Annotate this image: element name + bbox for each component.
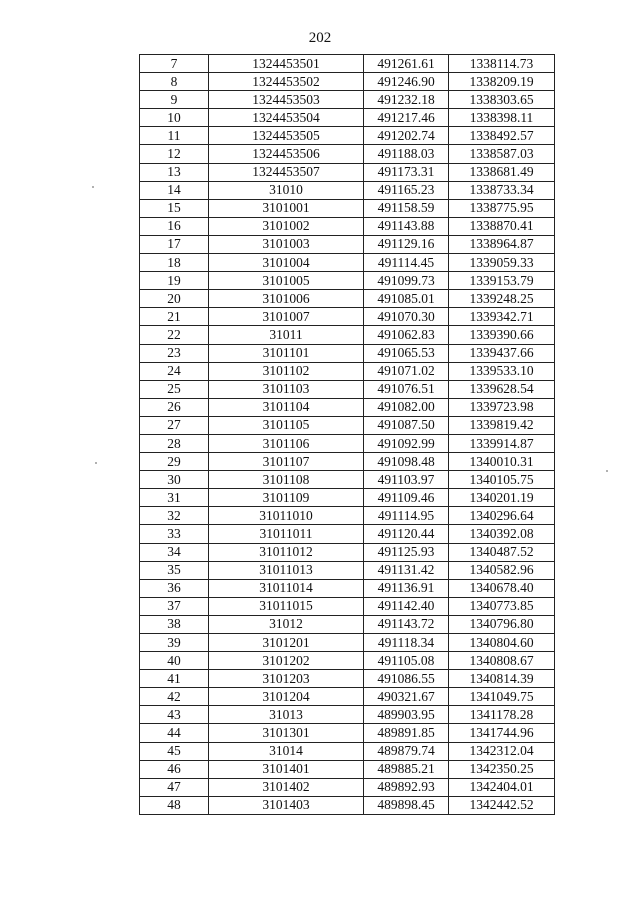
x-coordinate-cell: 491202.74: [364, 127, 449, 145]
table-row: [140, 634, 555, 652]
x-coordinate-cell: 491065.53: [364, 344, 449, 362]
row-number-cell: 42: [140, 688, 209, 706]
point-id-cell: 1324453507: [209, 163, 364, 181]
y-coordinate-cell: 1339248.25: [449, 290, 555, 308]
x-coordinate-cell: 491071.02: [364, 362, 449, 380]
point-id-cell: 3101103: [209, 380, 364, 398]
point-id-cell: 1324453504: [209, 109, 364, 127]
point-id-cell: 3101005: [209, 272, 364, 290]
row-number-cell: 37: [140, 597, 209, 615]
point-id-cell: 31011012: [209, 543, 364, 561]
table-row: [140, 688, 555, 706]
y-coordinate-cell: 1338492.57: [449, 127, 555, 145]
x-coordinate-cell: 489892.93: [364, 778, 449, 796]
point-id-cell: 3101401: [209, 760, 364, 778]
table-row: [140, 308, 555, 326]
point-id-cell: 3101007: [209, 308, 364, 326]
table-row: [140, 778, 555, 796]
x-coordinate-cell: 491082.00: [364, 398, 449, 416]
point-id-cell: 3101006: [209, 290, 364, 308]
point-id-cell: 3101202: [209, 652, 364, 670]
row-number-cell: 22: [140, 326, 209, 344]
x-coordinate-cell: 490321.67: [364, 688, 449, 706]
y-coordinate-cell: 1340773.85: [449, 597, 555, 615]
table-row: [140, 272, 555, 290]
table-row: [140, 73, 555, 91]
point-id-cell: 3101004: [209, 254, 364, 272]
point-id-cell: 1324453506: [209, 145, 364, 163]
x-coordinate-cell: 489885.21: [364, 760, 449, 778]
x-coordinate-cell: 491165.23: [364, 181, 449, 199]
point-id-cell: 31011015: [209, 597, 364, 615]
y-coordinate-cell: 1340808.67: [449, 652, 555, 670]
point-id-cell: 3101108: [209, 471, 364, 489]
point-id-cell: 1324453502: [209, 73, 364, 91]
y-coordinate-cell: 1339914.87: [449, 434, 555, 452]
y-coordinate-cell: 1339390.66: [449, 326, 555, 344]
table-row: [140, 615, 555, 633]
point-id-cell: 3101104: [209, 398, 364, 416]
point-id-cell: 3101105: [209, 416, 364, 434]
row-number-cell: 16: [140, 217, 209, 235]
point-id-cell: 3101203: [209, 670, 364, 688]
row-number-cell: 12: [140, 145, 209, 163]
row-number-cell: 10: [140, 109, 209, 127]
table-row: [140, 344, 555, 362]
y-coordinate-cell: 1338733.34: [449, 181, 555, 199]
y-coordinate-cell: 1340105.75: [449, 471, 555, 489]
y-coordinate-cell: 1338398.11: [449, 109, 555, 127]
x-coordinate-cell: 491114.95: [364, 507, 449, 525]
y-coordinate-cell: 1340796.80: [449, 615, 555, 633]
row-number-cell: 36: [140, 579, 209, 597]
x-coordinate-cell: 491092.99: [364, 434, 449, 452]
point-id-cell: 3101201: [209, 634, 364, 652]
x-coordinate-cell: 491085.01: [364, 290, 449, 308]
y-coordinate-cell: 1338114.73: [449, 55, 555, 73]
row-number-cell: 17: [140, 235, 209, 253]
table-row: [140, 416, 555, 434]
row-number-cell: 48: [140, 796, 209, 814]
y-coordinate-cell: 1340804.60: [449, 634, 555, 652]
y-coordinate-cell: 1338775.95: [449, 199, 555, 217]
y-coordinate-cell: 1338303.65: [449, 91, 555, 109]
row-number-cell: 39: [140, 634, 209, 652]
y-coordinate-cell: 1340010.31: [449, 453, 555, 471]
row-number-cell: 23: [140, 344, 209, 362]
point-id-cell: 3101101: [209, 344, 364, 362]
row-number-cell: 41: [140, 670, 209, 688]
y-coordinate-cell: 1339819.42: [449, 416, 555, 434]
x-coordinate-cell: 491129.16: [364, 235, 449, 253]
scan-speck: [92, 186, 94, 188]
row-number-cell: 31: [140, 489, 209, 507]
table-row: [140, 145, 555, 163]
point-id-cell: 1324453505: [209, 127, 364, 145]
row-number-cell: 8: [140, 73, 209, 91]
x-coordinate-cell: 491087.50: [364, 416, 449, 434]
point-id-cell: 3101102: [209, 362, 364, 380]
table-row: [140, 181, 555, 199]
x-coordinate-cell: 489891.85: [364, 724, 449, 742]
row-number-cell: 47: [140, 778, 209, 796]
x-coordinate-cell: 491118.34: [364, 634, 449, 652]
row-number-cell: 35: [140, 561, 209, 579]
scan-speck: [95, 462, 97, 464]
x-coordinate-cell: 491136.91: [364, 579, 449, 597]
row-number-cell: 30: [140, 471, 209, 489]
y-coordinate-cell: 1341049.75: [449, 688, 555, 706]
row-number-cell: 46: [140, 760, 209, 778]
point-id-cell: 31012: [209, 615, 364, 633]
x-coordinate-cell: 491076.51: [364, 380, 449, 398]
x-coordinate-cell: 491070.30: [364, 308, 449, 326]
x-coordinate-cell: 491188.03: [364, 145, 449, 163]
row-number-cell: 13: [140, 163, 209, 181]
coordinates-table-body: [140, 55, 555, 815]
row-number-cell: 27: [140, 416, 209, 434]
point-id-cell: 3101107: [209, 453, 364, 471]
point-id-cell: 31013: [209, 706, 364, 724]
table-row: [140, 670, 555, 688]
y-coordinate-cell: 1339628.54: [449, 380, 555, 398]
table-row: [140, 525, 555, 543]
point-id-cell: 31011014: [209, 579, 364, 597]
table-row: [140, 398, 555, 416]
point-id-cell: 3101001: [209, 199, 364, 217]
row-number-cell: 20: [140, 290, 209, 308]
y-coordinate-cell: 1341744.96: [449, 724, 555, 742]
x-coordinate-cell: 491261.61: [364, 55, 449, 73]
row-number-cell: 40: [140, 652, 209, 670]
point-id-cell: 31011011: [209, 525, 364, 543]
y-coordinate-cell: 1338870.41: [449, 217, 555, 235]
point-id-cell: 3101106: [209, 434, 364, 452]
table-row: [140, 742, 555, 760]
row-number-cell: 26: [140, 398, 209, 416]
y-coordinate-cell: 1342404.01: [449, 778, 555, 796]
y-coordinate-cell: 1342350.25: [449, 760, 555, 778]
table-row: [140, 109, 555, 127]
y-coordinate-cell: 1339059.33: [449, 254, 555, 272]
x-coordinate-cell: 491099.73: [364, 272, 449, 290]
table-row: [140, 471, 555, 489]
table-row: [140, 55, 555, 73]
row-number-cell: 34: [140, 543, 209, 561]
point-id-cell: 1324453503: [209, 91, 364, 109]
x-coordinate-cell: 491173.31: [364, 163, 449, 181]
row-number-cell: 9: [140, 91, 209, 109]
row-number-cell: 32: [140, 507, 209, 525]
row-number-cell: 11: [140, 127, 209, 145]
row-number-cell: 14: [140, 181, 209, 199]
y-coordinate-cell: 1340582.96: [449, 561, 555, 579]
point-id-cell: 31011: [209, 326, 364, 344]
point-id-cell: 3101301: [209, 724, 364, 742]
scan-speck: [606, 470, 608, 472]
table-row: [140, 163, 555, 181]
table-row: [140, 290, 555, 308]
x-coordinate-cell: 491131.42: [364, 561, 449, 579]
y-coordinate-cell: 1339723.98: [449, 398, 555, 416]
y-coordinate-cell: 1339437.66: [449, 344, 555, 362]
row-number-cell: 18: [140, 254, 209, 272]
table-row: [140, 507, 555, 525]
x-coordinate-cell: 491142.40: [364, 597, 449, 615]
table-row: [140, 579, 555, 597]
x-coordinate-cell: 491232.18: [364, 91, 449, 109]
row-number-cell: 29: [140, 453, 209, 471]
table-row: [140, 796, 555, 814]
x-coordinate-cell: 491114.45: [364, 254, 449, 272]
point-id-cell: 3101402: [209, 778, 364, 796]
y-coordinate-cell: 1338587.03: [449, 145, 555, 163]
x-coordinate-cell: 491158.59: [364, 199, 449, 217]
y-coordinate-cell: 1339153.79: [449, 272, 555, 290]
point-id-cell: 31011010: [209, 507, 364, 525]
table-row: [140, 453, 555, 471]
point-id-cell: 3101003: [209, 235, 364, 253]
y-coordinate-cell: 1341178.28: [449, 706, 555, 724]
x-coordinate-cell: 489879.74: [364, 742, 449, 760]
row-number-cell: 21: [140, 308, 209, 326]
row-number-cell: 24: [140, 362, 209, 380]
table-row: [140, 760, 555, 778]
table-row: [140, 724, 555, 742]
x-coordinate-cell: 491103.97: [364, 471, 449, 489]
point-id-cell: 3101109: [209, 489, 364, 507]
point-id-cell: 1324453501: [209, 55, 364, 73]
coordinates-table: [139, 54, 555, 815]
y-coordinate-cell: 1339342.71: [449, 308, 555, 326]
point-id-cell: 31010: [209, 181, 364, 199]
table-row: [140, 217, 555, 235]
row-number-cell: 15: [140, 199, 209, 217]
row-number-cell: 28: [140, 434, 209, 452]
table-row: [140, 326, 555, 344]
y-coordinate-cell: 1342312.04: [449, 742, 555, 760]
x-coordinate-cell: 489903.95: [364, 706, 449, 724]
table-row: [140, 199, 555, 217]
x-coordinate-cell: 491120.44: [364, 525, 449, 543]
row-number-cell: 25: [140, 380, 209, 398]
x-coordinate-cell: 491062.83: [364, 326, 449, 344]
table-row: [140, 597, 555, 615]
row-number-cell: 33: [140, 525, 209, 543]
point-id-cell: 3101002: [209, 217, 364, 235]
point-id-cell: 3101403: [209, 796, 364, 814]
y-coordinate-cell: 1338964.87: [449, 235, 555, 253]
table-row: [140, 91, 555, 109]
y-coordinate-cell: 1339533.10: [449, 362, 555, 380]
x-coordinate-cell: 489898.45: [364, 796, 449, 814]
point-id-cell: 3101204: [209, 688, 364, 706]
y-coordinate-cell: 1340201.19: [449, 489, 555, 507]
table-row: [140, 543, 555, 561]
table-row: [140, 254, 555, 272]
x-coordinate-cell: 491086.55: [364, 670, 449, 688]
y-coordinate-cell: 1340392.08: [449, 525, 555, 543]
y-coordinate-cell: 1342442.52: [449, 796, 555, 814]
table-row: [140, 489, 555, 507]
x-coordinate-cell: 491246.90: [364, 73, 449, 91]
table-row: [140, 235, 555, 253]
x-coordinate-cell: 491105.08: [364, 652, 449, 670]
y-coordinate-cell: 1340296.64: [449, 507, 555, 525]
y-coordinate-cell: 1338209.19: [449, 73, 555, 91]
table-row: [140, 434, 555, 452]
table-row: [140, 127, 555, 145]
page-number: 202: [308, 30, 332, 46]
table-row: [140, 362, 555, 380]
x-coordinate-cell: 491125.93: [364, 543, 449, 561]
y-coordinate-cell: 1340678.40: [449, 579, 555, 597]
x-coordinate-cell: 491098.48: [364, 453, 449, 471]
x-coordinate-cell: 491217.46: [364, 109, 449, 127]
row-number-cell: 19: [140, 272, 209, 290]
x-coordinate-cell: 491143.88: [364, 217, 449, 235]
table-row: [140, 706, 555, 724]
row-number-cell: 43: [140, 706, 209, 724]
y-coordinate-cell: 1340814.39: [449, 670, 555, 688]
y-coordinate-cell: 1340487.52: [449, 543, 555, 561]
row-number-cell: 38: [140, 615, 209, 633]
point-id-cell: 31014: [209, 742, 364, 760]
x-coordinate-cell: 491143.72: [364, 615, 449, 633]
point-id-cell: 31011013: [209, 561, 364, 579]
table-row: [140, 652, 555, 670]
y-coordinate-cell: 1338681.49: [449, 163, 555, 181]
row-number-cell: 7: [140, 55, 209, 73]
table-row: [140, 380, 555, 398]
table-row: [140, 561, 555, 579]
x-coordinate-cell: 491109.46: [364, 489, 449, 507]
row-number-cell: 45: [140, 742, 209, 760]
row-number-cell: 44: [140, 724, 209, 742]
